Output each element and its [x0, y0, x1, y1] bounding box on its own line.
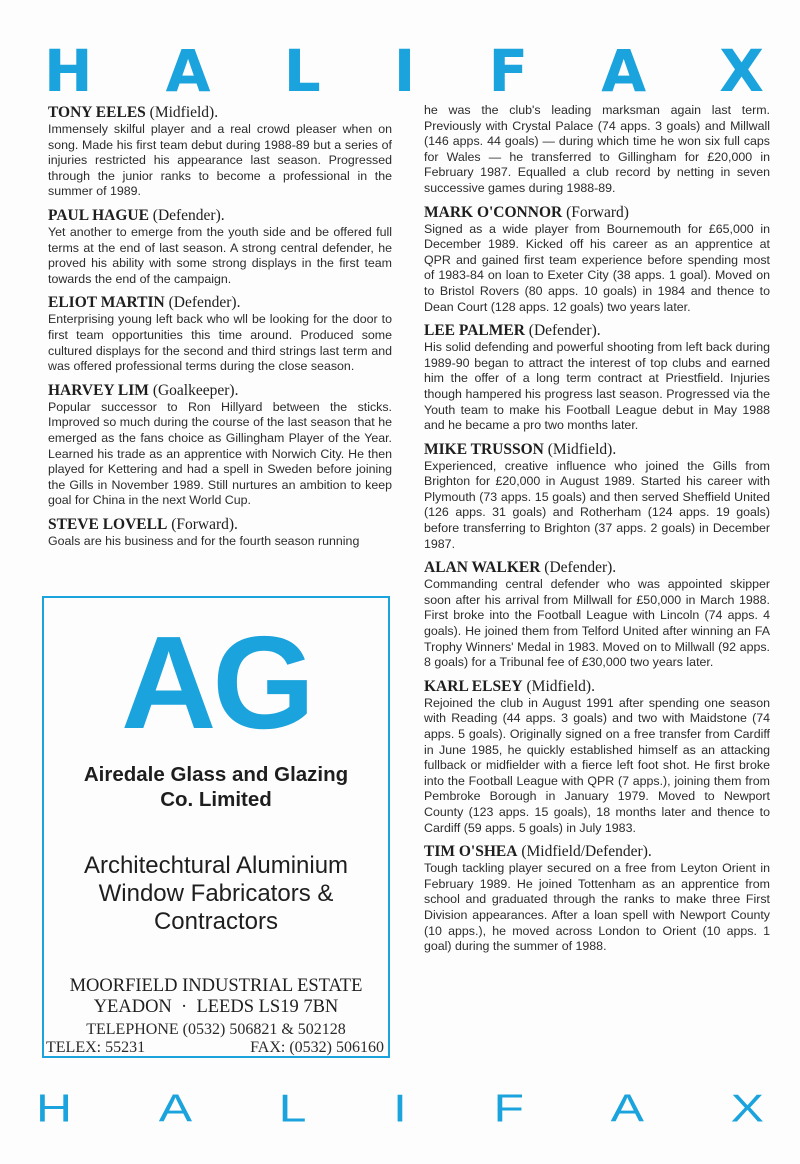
player-position: (Defender). — [164, 294, 241, 312]
player-profile — [48, 294, 392, 374]
player-profile — [424, 441, 770, 553]
footer-letter: X — [730, 1086, 764, 1130]
ad-services — [44, 852, 388, 936]
player-position: (Forward). — [167, 515, 238, 533]
player-bio: Enterprising young left back who wll be looking for the door to first team opportunities this time around. Produced some cultured displays for the second and third strings last term and was offered professional terms during the close season. — [48, 312, 392, 374]
player-position: (Defender). — [148, 206, 225, 224]
halifax-footer-banner — [0, 1083, 800, 1133]
player-position: (Defender). — [524, 322, 601, 340]
ad-company-name — [44, 762, 388, 812]
player-heading — [48, 382, 392, 400]
player-heading — [424, 843, 770, 861]
player-name: KARL ELSEY — [424, 677, 523, 695]
left-column — [48, 104, 392, 556]
player-bio: Signed as a wide player from Bournemouth for £65,000 in December 1989. Kicked off his career as an apprentice at QPR and gained first team experience before spending most of 1983-84 on loan to Exeter City (38 apps. 1 goal). Moved on to Bristol Rovers (80 apps. 10 goals) in 1984 and thence to Dean Court (128 apps. 12 goals) two years later. — [424, 221, 770, 314]
player-name: TIM O'SHEA — [424, 843, 518, 861]
player-bio: Tough tackling player secured on a free from Leyton Orient in February 1989. He joined Tottenham as an apprentice from school and graduated through the ranks to make three First Division appearances. After a loan spell with Newport County (10 apps.), he moved across London to Orient (10 apps. 1 goal) during the summer of 1988. — [424, 861, 770, 954]
player-profile — [424, 204, 770, 316]
player-name: ALAN WALKER — [424, 559, 541, 577]
ag-logo: AG — [121, 609, 311, 756]
right-column — [424, 103, 770, 962]
player-heading — [48, 207, 392, 225]
player-name: MARK O'CONNOR — [424, 203, 563, 221]
player-profile — [424, 559, 770, 671]
player-name: ELIOT MARTIN — [48, 294, 165, 312]
ad-services-line: Architechtural Aluminium — [83, 852, 349, 879]
ad-services-line: Window Fabricators & — [98, 880, 334, 907]
player-heading — [48, 104, 392, 122]
player-name: STEVE LOVELL — [48, 515, 168, 533]
player-bio: Rejoined the club in August 1991 after spending one season with Reading (44 apps. 3 goals) and two with Maidstone (74 apps. 5 goals). Originally signed on a free transfer from Cardiff in June 1985, he quickly established himself as an attacking fullback or midfielder with a fierce left foot shot. He first broke into the Football League with QPR (7 apps.), joining them from Pembroke Borough in January 1979. Moved to Newport County (123 apps. 15 goals), 18 months later and thence to Cardiff (59 apps. 5 goals) in July 1983. — [424, 695, 770, 835]
player-position: (Midfield/Defender). — [517, 843, 652, 861]
ad-address-line: YEADON · LEEDS LS19 7BN — [93, 997, 339, 1017]
player-heading — [48, 294, 392, 312]
ad-address — [44, 976, 388, 1018]
continued-bio: he was the club's leading marksman again last term. Previously with Crystal Palace (74 apps. 3 goals) and Millwall (146 apps. 44 goals) — during which time he won six full caps for Wales — he transferred to Gillingham for £20,000 in February 1987. Equalled a club record by netting in seven successive games during 1988-89. — [424, 103, 770, 195]
player-profile — [424, 322, 770, 434]
player-heading — [424, 322, 770, 340]
footer-letter: H — [36, 1086, 73, 1130]
player-name: HARVEY LIM — [48, 381, 149, 399]
ad-telex: TELEX: 55231 — [46, 1039, 146, 1056]
player-position: (Midfield). — [543, 440, 617, 458]
footer-letter: L — [278, 1086, 307, 1130]
player-position: (Midfield). — [145, 104, 219, 121]
ad-company-line: Airedale Glass and Glazing — [83, 763, 349, 786]
player-bio: Goals are his business and for the fourth season running — [48, 533, 360, 548]
airedale-glass-advert — [42, 596, 390, 1058]
ad-fax: FAX: (0532) 506160 — [250, 1039, 384, 1056]
ad-telex-fax-row — [46, 1038, 384, 1057]
header-letter: I — [393, 37, 416, 105]
ad-company-line: Co. Limited — [160, 788, 272, 811]
ad-services-line: Contractors — [153, 908, 279, 935]
player-name: MIKE TRUSSON — [424, 440, 544, 458]
header-letter: A — [601, 37, 647, 105]
player-heading — [424, 559, 770, 577]
player-position: (Goalkeeper). — [148, 381, 239, 399]
player-profile — [48, 104, 392, 200]
player-profile — [424, 843, 770, 955]
player-name: LEE PALMER — [424, 322, 525, 340]
player-heading — [424, 204, 770, 222]
player-name: PAUL HAGUE — [48, 206, 149, 224]
player-heading — [48, 516, 392, 534]
player-profile — [48, 207, 392, 287]
footer-letter: I — [393, 1086, 407, 1130]
footer-letter: F — [493, 1086, 525, 1130]
header-letter: L — [283, 37, 321, 105]
footer-letter: A — [158, 1086, 193, 1130]
player-bio: Immensely skilful player and a real crowd pleaser when on song. Made his first team debut during 1988-89 but a series of injuries restricted his appearance last season. Progressed through the junior ranks to become a professional in the summer of 1989. — [48, 122, 392, 199]
footer-letter: A — [610, 1086, 644, 1130]
header-letter: A — [165, 37, 211, 105]
ad-address-line: MOORFIELD INDUSTRIAL ESTATE — [69, 976, 363, 996]
player-profile — [48, 516, 392, 550]
header-letter: H — [44, 37, 93, 105]
player-bio: Popular successor to Ron Hillyard between the sticks. Improved so much during the course of the last season that he emerged as the fans choice as Gillingham Player of the Year. Learned his trade as an apprentice with Norwich City. He then played for Kettering and had a spell in Sweden before joining the Gills in November 1989. Still nurtures an ambition to keep goal for China in the next World Cup. — [48, 399, 392, 508]
player-profile — [48, 382, 392, 509]
player-bio: Experienced, creative influence who joined the Gills from Brighton for £20,000 in August 1989. Started his career with Plymouth (73 apps. 15 goals) and then served Sheffield United (126 apps. 31 goals) and Rotherham (124 apps. 19 goals) before transferring to Brighton (37 apps. 2 goals) in December 1987. — [424, 458, 770, 551]
header-letter: X — [719, 37, 764, 105]
player-heading — [424, 678, 770, 696]
player-position: (Forward) — [562, 203, 629, 221]
halifax-header-banner — [0, 36, 800, 106]
player-profile — [424, 678, 770, 836]
player-position: (Midfield). — [522, 677, 595, 695]
player-bio: His solid defending and powerful shooting from left back during 1989-90 began to attract the interest of top clubs and earned him the offer of a long term contract at Priestfield. Injuries though hampered his progress last season. Progressed via the Youth team to make his Football League debut in May 1988 and he became a pro two months later. — [424, 340, 770, 433]
ad-telephone: TELEPHONE (0532) 506821 & 502128 — [86, 1021, 346, 1038]
player-name: TONY EELES — [48, 104, 146, 121]
player-heading — [424, 441, 770, 459]
player-bio: Yet another to emerge from the youth side and be offered full terms at the end of last season. A strong central defender, he proved his ability with some strong displays in the first team towards the end of the campaign. — [48, 224, 392, 286]
player-position: (Defender). — [540, 559, 617, 577]
player-bio: Commanding central defender who was appointed skipper soon after his arrival from Millwall for £50,000 in March 1988. First broke into the Football League with Lincoln (74 apps. 4 goals). He joined them from Telford United after winning an FA Trophy Winners' Medal in 1983. Moved on to Millwall (92 apps. 8 goals) for a Tribunal fee of £30,000 two years later. — [424, 577, 770, 670]
header-letter: F — [488, 37, 529, 105]
